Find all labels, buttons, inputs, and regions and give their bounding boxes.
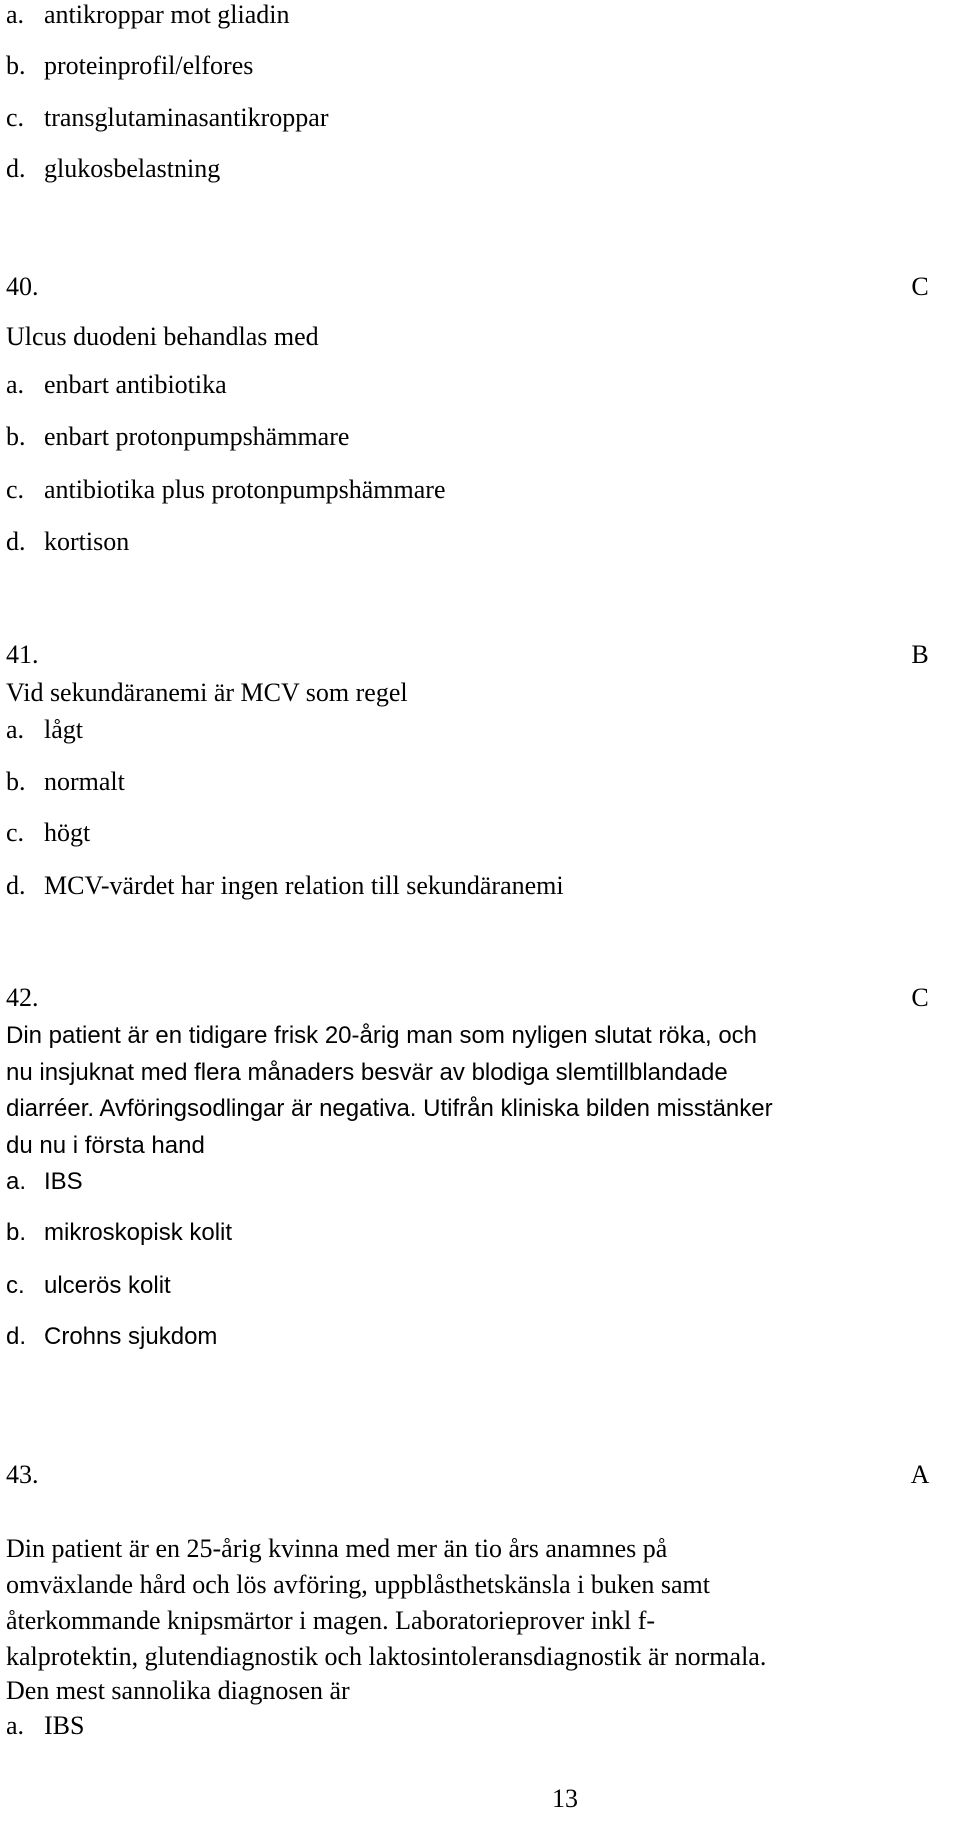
question-number-40: 40. bbox=[6, 272, 39, 301]
question-stem-43: omväxlande hård och lös avföring, uppblåsthetskänsla i buken samt bbox=[6, 1570, 711, 1599]
option-letter: b. bbox=[6, 422, 26, 451]
option-letter: b. bbox=[6, 767, 26, 796]
question-stem-43: kalprotektin, glutendiagnostik och laktosintoleransdiagnostik är normala. bbox=[6, 1642, 767, 1671]
page-number: 13 bbox=[552, 1784, 578, 1813]
question-number-42: 42. bbox=[6, 983, 39, 1012]
option-letter: a. bbox=[6, 1168, 27, 1195]
option-text: kortison bbox=[44, 527, 130, 556]
option-line bbox=[6, 527, 129, 557]
option-line bbox=[6, 51, 253, 81]
option-text: IBS bbox=[44, 1711, 85, 1740]
option-line bbox=[6, 154, 220, 184]
option-text: transglutaminasantikroppar bbox=[44, 103, 329, 132]
option-line bbox=[6, 1271, 171, 1301]
option-letter: a. bbox=[6, 715, 25, 744]
option-line bbox=[6, 1218, 232, 1248]
option-text: antibiotika plus protonpumpshämmare bbox=[44, 475, 446, 504]
answer-key-43: A bbox=[910, 1460, 930, 1489]
option-letter: d. bbox=[6, 154, 26, 183]
option-line bbox=[6, 475, 446, 505]
option-letter: a. bbox=[6, 1711, 25, 1740]
question-stem-43: Din patient är en 25-årig kvinna med mer än tio års anamnes på bbox=[6, 1534, 668, 1563]
question-number-41: 41. bbox=[6, 640, 39, 669]
option-text: mikroskopisk kolit bbox=[44, 1219, 233, 1246]
question-stem-42: nu insjuknat med flera månaders besvär av blodiga slemtillblandade bbox=[6, 1059, 728, 1086]
option-text: glukosbelastning bbox=[44, 154, 221, 183]
question-stem-43: Den mest sannolika diagnosen är bbox=[6, 1676, 350, 1705]
option-line bbox=[6, 1711, 84, 1741]
question-stem-43: återkommande knipsmärtor i magen. Laboratorieprover inkl f- bbox=[6, 1606, 656, 1635]
option-text: normalt bbox=[44, 767, 125, 796]
option-text: proteinprofil/elfores bbox=[44, 51, 254, 80]
option-text: enbart antibiotika bbox=[44, 370, 227, 399]
answer-key-41: B bbox=[911, 640, 929, 669]
option-line bbox=[6, 767, 125, 797]
option-text: högt bbox=[44, 818, 91, 847]
option-letter: b. bbox=[6, 51, 26, 80]
option-text: ulcerös kolit bbox=[44, 1272, 171, 1299]
option-line bbox=[6, 0, 290, 30]
question-stem-42: diarréer. Avföringsodlingar är negativa. Utifrån kliniska bilden misstänker bbox=[6, 1095, 773, 1122]
option-letter: c. bbox=[6, 475, 25, 504]
option-letter: d. bbox=[6, 871, 26, 900]
option-line bbox=[6, 422, 349, 452]
question-stem-40: Ulcus duodeni behandlas med bbox=[6, 322, 319, 351]
option-letter: a. bbox=[6, 370, 25, 399]
option-text: IBS bbox=[44, 1168, 83, 1195]
answer-key-42: C bbox=[911, 983, 929, 1012]
option-line bbox=[6, 1167, 83, 1197]
option-letter: d. bbox=[6, 527, 26, 556]
option-letter: c. bbox=[6, 1272, 25, 1299]
question-stem-41: Vid sekundäranemi är MCV som regel bbox=[6, 678, 408, 707]
answer-key-40: C bbox=[911, 272, 929, 301]
option-letter: c. bbox=[6, 103, 25, 132]
question-stem-42: du nu i första hand bbox=[6, 1132, 205, 1159]
option-letter: b. bbox=[6, 1219, 27, 1246]
option-text: Crohns sjukdom bbox=[44, 1323, 218, 1350]
option-line bbox=[6, 715, 83, 745]
option-text: antikroppar mot gliadin bbox=[44, 0, 290, 29]
option-letter: a. bbox=[6, 0, 25, 29]
option-text: MCV-värdet har ingen relation till sekundäranemi bbox=[44, 871, 564, 900]
option-letter: c. bbox=[6, 818, 25, 847]
option-line bbox=[6, 370, 227, 400]
option-letter: d. bbox=[6, 1323, 27, 1350]
option-line bbox=[6, 818, 90, 848]
question-number-43: 43. bbox=[6, 1460, 39, 1489]
option-line bbox=[6, 103, 328, 133]
option-text: enbart protonpumpshämmare bbox=[44, 422, 350, 451]
question-stem-42: Din patient är en tidigare frisk 20-årig man som nyligen slutat röka, och bbox=[6, 1022, 758, 1049]
option-line bbox=[6, 871, 564, 901]
option-text: lågt bbox=[44, 715, 83, 744]
option-line bbox=[6, 1322, 217, 1352]
